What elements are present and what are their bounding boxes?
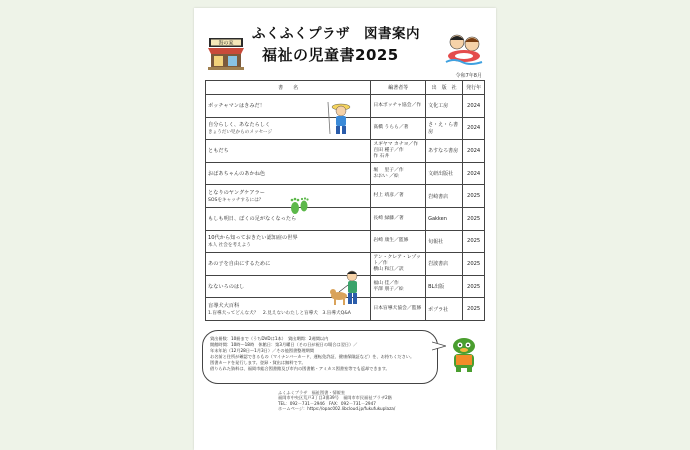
footer-line: TEL：092－731－2946 FAX：092－731－2947: [278, 400, 376, 406]
book-author: 長崎 緑藤／著: [373, 215, 404, 221]
table-row: [206, 162, 485, 185]
swimming-children-illustration: [444, 30, 484, 68]
footer-line: 福岡市中央区荒戸3丁目3番39号 福岡市市民福祉プラザ2階: [278, 395, 392, 401]
book-title: 自分らしく、あなたらしく: [208, 122, 271, 129]
book-publisher: さ・え・ら書房: [426, 117, 463, 140]
table-row: [206, 207, 485, 230]
table-row: [206, 230, 485, 253]
book-year: 2025: [463, 253, 485, 276]
book-author: 福山 佳／作: [373, 280, 399, 286]
book-subtitle: 1.盲導犬ってどんな犬？ 2.見えないわたしと盲導犬 3.盲導犬Q&A: [208, 311, 351, 317]
footer-homepage-link[interactable]: ホームページ：https://opac002.libcloud.jp/fukufukuplaza/: [278, 406, 396, 412]
book-year: 2025: [463, 230, 485, 253]
book-title: ボッチャマンはきみだ！: [208, 103, 265, 110]
shop-sign-text: 海の家: [218, 40, 234, 47]
book-publisher: ポプラ社: [426, 298, 463, 321]
info-line: 借りられた資料は、福岡市総合図書館及び市内の図書館・アミカス図書室等でも返却できます。: [210, 366, 390, 371]
book-author-cell: [371, 117, 426, 140]
book-publisher: 岩波書店: [426, 253, 463, 276]
book-author: 百田 種子／作: [373, 147, 404, 153]
book-author-cell: [371, 207, 426, 230]
page-title-line1: ふくふくプラザ 図書案内: [252, 26, 420, 42]
info-line: お名前と住所が確認できるもの（マイナンバーカード、運転免許証、健康保険証など）を、お持ちください。: [210, 354, 415, 359]
issue-date: 令和7年8月: [455, 73, 482, 79]
info-line: 図書カードを発行します。登録・貸出は無料です。: [210, 360, 306, 365]
guide-dog-illustration: [330, 270, 364, 306]
book-publisher: Gakken: [426, 207, 463, 230]
book-publisher: 旬報社: [426, 230, 463, 253]
book-subtitle: 本人 社会を考えよう: [208, 243, 251, 249]
book-title: となりのヤングケアラー: [208, 190, 265, 197]
book-title: 盲導犬大百科: [208, 303, 240, 310]
footer-contact: [278, 390, 478, 412]
bubble-tail: [432, 341, 446, 351]
book-publisher: 文化工房: [426, 95, 463, 118]
book-title: ともだち: [208, 148, 229, 155]
book-author: 村上 靖彦／著: [373, 193, 404, 199]
book-title-cell: [206, 140, 371, 163]
book-author-cell: [371, 185, 426, 208]
book-year: 2024: [463, 162, 485, 185]
book-title: もしも明日、ぼくの足がなくなったら: [208, 216, 297, 223]
book-title: 10代から知っておきたい認知症の世界: [208, 235, 298, 242]
book-year: 2025: [463, 185, 485, 208]
book-author: 堀 里子／作: [373, 167, 404, 173]
info-line: 貸出冊数：10冊まで（うちDVDは1本） 貸出期間：2週間以内: [210, 336, 329, 341]
library-info: [210, 336, 430, 372]
book-author: 岩崎 康生／監修: [373, 238, 409, 244]
book-title-cell: [206, 162, 371, 185]
book-author-cell: [371, 253, 426, 276]
book-author: 平澤 朋子／絵: [373, 286, 404, 292]
book-author: 髙橋 うらら／著: [373, 125, 409, 131]
book-publisher: あすなろ書房: [426, 140, 463, 163]
book-title: おばあちゃんのあかね色: [208, 171, 266, 178]
table-header-row: [206, 81, 485, 95]
book-author-cell: [371, 230, 426, 253]
page-title-line2: 福祉の児童書2025: [262, 46, 399, 64]
book-subtitle: きょうだい児からのメッセージ: [208, 130, 273, 136]
book-year: 2024: [463, 95, 485, 118]
kappa-mascot-illustration: [446, 336, 482, 374]
column-header-publisher: 出 版 社: [426, 81, 463, 95]
info-line: 年末年始（12月28日～1月3日）／その他図書整理期間: [210, 348, 314, 353]
book-author: 横山 和江／訳: [373, 266, 404, 272]
column-header-year: 発行年: [463, 81, 485, 95]
book-author: 日本盲導犬協会／監修: [373, 306, 422, 312]
book-author: スギヤマ カナヨ／作: [373, 141, 419, 147]
book-author-cell: [371, 298, 426, 321]
book-publisher: BL出版: [426, 275, 463, 298]
book-title: あの子を自由にするために: [208, 261, 271, 268]
book-year: 2024: [463, 117, 485, 140]
book-author-cell: [371, 275, 426, 298]
table-row: [206, 140, 485, 163]
book-author: 日本ボッチャ協会／作: [373, 102, 422, 108]
book-year: 2025: [463, 275, 485, 298]
shop-illustration: [206, 32, 246, 72]
flyer-page: [194, 8, 496, 450]
book-title: なないろのはし: [208, 284, 245, 291]
boy-fishing-illustration: [324, 100, 356, 136]
book-title-cell: [206, 230, 371, 253]
book-publisher: 岩崎書店: [426, 185, 463, 208]
info-line: 開館時間：10時～18時 休館日：第3月曜日（その日が祝日の場合は翌日）／: [210, 342, 358, 347]
footer-line: ふくふくプラザ 福祉図書・情報室: [278, 390, 346, 395]
column-header-title: 書 名: [206, 81, 371, 95]
book-year: 2025: [463, 298, 485, 321]
book-author-cell: [371, 162, 426, 185]
column-header-author: 編著者等: [371, 81, 426, 95]
table-row: [206, 185, 485, 208]
footprints-icon: [288, 196, 310, 216]
book-subtitle: SOSをキャッチするには？: [208, 198, 264, 204]
book-author: 作 石井: [373, 153, 390, 159]
book-author: おおい ／絵: [373, 173, 399, 179]
book-author-cell: [371, 140, 426, 163]
book-author: アン・クレア・レゾット／作: [373, 254, 421, 266]
book-year: 2024: [463, 140, 485, 163]
book-publisher: 文研出版社: [426, 162, 463, 185]
book-author-cell: [371, 95, 426, 118]
book-year: 2025: [463, 207, 485, 230]
